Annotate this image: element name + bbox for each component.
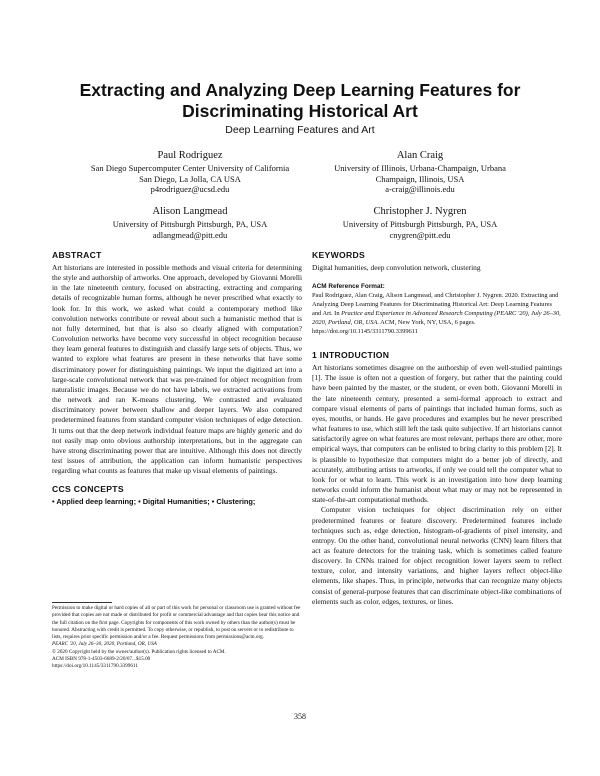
ccs-heading: CCS CONCEPTS bbox=[52, 484, 124, 495]
author-affiliation: University of Pittsburgh Pittsburgh, PA, USA bbox=[342, 219, 498, 229]
introduction-paragraph: Computer vision techniques for object discrimination rely on either predetermined features or feature discovery. Predetermined features include techniques such as, edge detection, histogram-of-gradients of pixel intensity, and entropy. On the other hand, convolutional neural networks (CNN) learn filters that act as feature detectors for the training task, which is sometimes called feature discovery. In CNNs trained for object recognition lower layers seem to reflect texture, color, and intensity variations, and higher layers reflect object-like elements, like shapes. Thus, in principle, networks that can recognize many objects consist of general-purpose features that can discriminate object-like combinations of elements such as color, edges, textures, or lines. bbox=[312, 505, 562, 606]
author-block bbox=[290, 205, 550, 240]
author-affiliation: University of Pittsburgh Pittsburgh, PA, USA bbox=[112, 219, 268, 229]
abstract-text: Art historians are interested in possible methods and visual criteria for determining the style and authorship of artworks. One approach, developed by Giovanni Morelli in the late nineteenth century, focused on abstracting, extracting and comparing details of recognizable human forms, although he never prescribed what exactly to look for. In this work, we asked what could a contemporary method like convolution networks contribute or reveal about such a humanistic method that is not fully determined, but that is also so clearly aligned with computation? Convolution networks have become very successful in object recognition because they learn general features to distinguish and classify large sets of objects. Thus, we wanted to explore what features are present in these networks that have some discriminatory power for distinguishing paintings. We input the digitized art into a large-scale convolutional network that was pre-trained for object recognition from naturalistic images. Because we do not have labels, we extracted activations from the network and ran K-means clustering. We contrasted and evaluated discriminatory power between shallow and deeper layers. We also compared predetermined features from standard computer vision techniques of edge detection. It turns out that the deep network individual feature maps are highly generic and do not easily map onto obvious authorship interpretations, but in the aggregate can have strong discriminating power that are intuitive. Although this does not directly test issues of attribution, the application can inform humanistic perspectives regarding what counts as features that make up visual elements of paintings. bbox=[52, 263, 302, 476]
author-affiliation: University of Illinois, Urbana-Champaign, Urbana bbox=[334, 163, 506, 173]
permission-text: Permission to make digital or hard copies of all or part of this work for personal or classroom use is granted without fee provided that copies are not made or distributed for profit or commercial advantage and that copies bear this notice and the full citation on the first page. Copyrights for components of this work owned by others than the author(s) must be honored. Abstracting with credit is permitted. To copy otherwise, or republish, to post on servers or to redistribute to lists, requires prior specific permission and/or a fee. Request permissions from permissions@acm.org. bbox=[52, 605, 301, 641]
acm-reference-text: Paul Rodriguez, Alan Craig, Alison Langmead, and Christopher J. Nygren. 2020. Extracting and Analyzing Deep Learning Features for Discriminating Historical Art: Deep Learning Features and Art. In Practice and Experience in Advanced Research Computing (PEARC '20), July 26–30, 2020, Portland, OR, USA. ACM, New York, NY, USA, 6 pages. https://doi.org/10.1145/3311790.3399611 bbox=[312, 292, 561, 336]
abstract-heading: ABSTRACT bbox=[52, 250, 102, 260]
author-affiliation: San Diego Supercomputer Center University of California bbox=[90, 163, 290, 173]
paper-title: Extracting and Analyzing Deep Learning Features for Discriminating Historical Art bbox=[79, 80, 521, 121]
keywords-text: Digital humanities, deep convolution network, clustering bbox=[312, 263, 481, 272]
keywords-heading: KEYWORDS bbox=[312, 250, 366, 260]
introduction-paragraph: Art historians sometimes disagree on the authorship of even well-studied paintings [1]. The issue is often not a question of forgery, but rather that the painting could have been painted by the master, or the student, or even both. Giovanni Morelli in the late nineteenth century, presented a semi-formal approach to extract and compare visual elements of parts of paintings that included human forms, such as eyes, mouths, or hands. He gave procedures and examples but he never prescribed what features to use, which still left the task quite subjective. If art historians cannot satisfactorily agree on what features are most relevant, perhaps there are other, more empirical ways, that computers can be enlisted to bring clarity to this problem [2]. It is plausible to hypothesize that computers might do a better job of directly, and accurately, attributing artists to artworks, if only we could tell the computer what to look for or what to learn. This work is an investigation into how deep learning networks could inform the humanist about what may or may not be represented in state-of-the-art computational methods. bbox=[312, 363, 562, 505]
author-email: cnygren@pitt.edu bbox=[389, 229, 451, 240]
author-email: a-craig@illinois.edu bbox=[385, 184, 455, 194]
acm-reference-heading: ACM Reference Format: bbox=[312, 283, 385, 291]
author-address: San Diego, La Jolla, CA USA bbox=[139, 173, 241, 184]
permission-block bbox=[52, 605, 302, 671]
author-block bbox=[60, 149, 320, 195]
author-name: Paul Rodriguez bbox=[157, 150, 223, 161]
paper-subtitle: Deep Learning Features and Art bbox=[225, 124, 375, 136]
author-name: Christopher J. Nygren bbox=[373, 206, 467, 217]
introduction-heading: 1 INTRODUCTION bbox=[312, 350, 390, 361]
ccs-text: • Applied deep learning; • Digital Humanities; • Clustering; bbox=[52, 497, 256, 507]
author-name: Alan Craig bbox=[396, 150, 444, 161]
footnote-rule bbox=[52, 602, 112, 603]
author-block bbox=[290, 149, 550, 195]
author-email: p4rodriguez@ucsd.edu bbox=[150, 184, 230, 194]
author-address: Champaign, Illinois, USA bbox=[375, 173, 465, 184]
permission-doi[interactable]: https://doi.org/10.1145/3311790.3399611 bbox=[52, 663, 138, 670]
right-column bbox=[312, 250, 562, 607]
author-block bbox=[60, 205, 320, 240]
page-number: 358 bbox=[294, 712, 306, 721]
author-name: Alison Langmead bbox=[152, 206, 228, 217]
author-email: adlangmead@pitt.edu bbox=[152, 229, 228, 240]
permission-copyright: © 2020 Copyright held by the owner/author(s). Publication rights licensed to ACM. bbox=[52, 648, 226, 655]
left-column bbox=[52, 250, 302, 506]
permission-isbn: ACM ISBN 978-1-4503-6689-2/20/07...$15.00 bbox=[52, 656, 151, 663]
permission-venue: PEARC '20, July 26–30, 2020, Portland, OR, USA bbox=[52, 641, 157, 648]
